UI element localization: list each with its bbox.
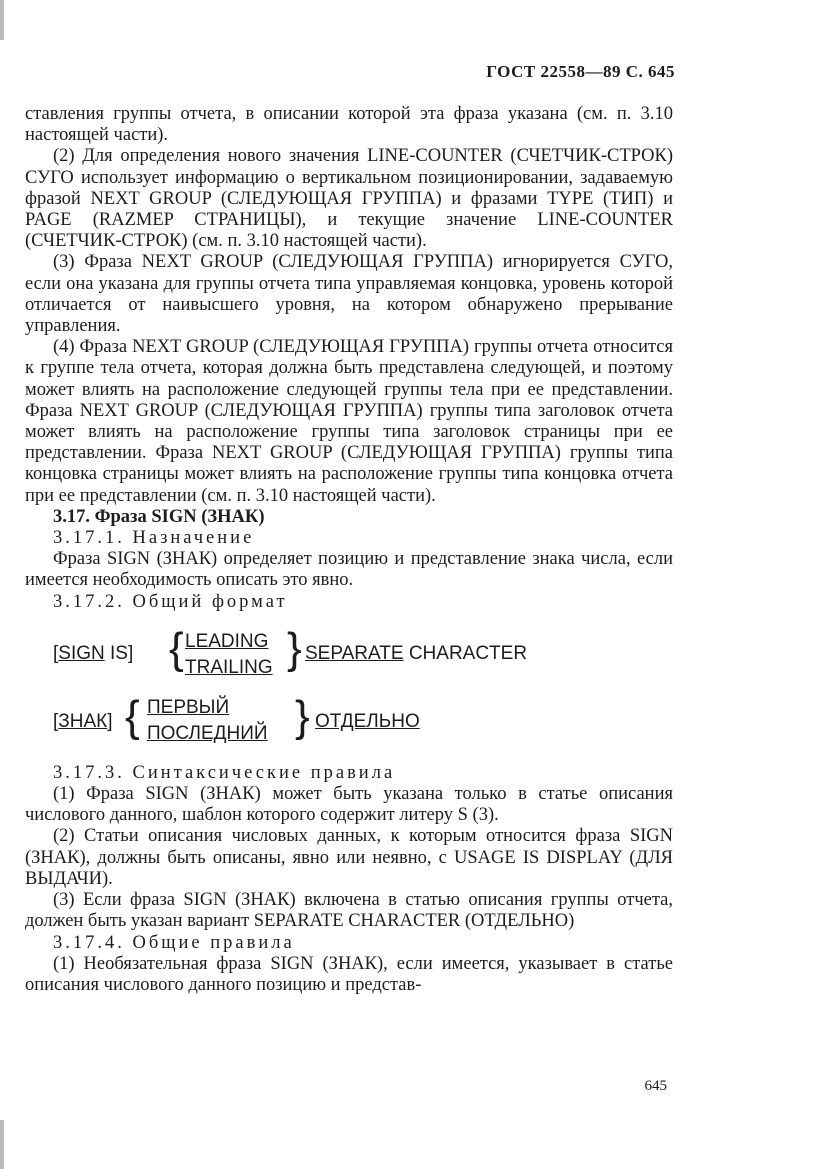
section-title: Фраза SIGN (ЗНАК) <box>94 506 265 527</box>
format-en-leading: LEADING <box>185 630 269 652</box>
syntax-rule-2: (2) Статьи описания числовых данных, к которым относится фраза SIGN (ЗНАК), должны быть описаны, явно или неявно, с USAGE IS DISPLAY (ДЛЯ ВЫДАЧИ). <box>25 826 673 889</box>
format-en-trailing: TRAILING <box>185 656 273 678</box>
general-format <box>25 613 673 763</box>
syntax-rule-3: (3) Если фраза SIGN (ЗНАК) включена в статью описания группы отчета, должен быть указан вариант SEPARATE CHARACTER (ОТДЕЛЬНО) <box>25 890 673 932</box>
format-ru-sign: [ЗНАК] <box>53 710 113 732</box>
general-heading: 3.17.4. Общие правила <box>53 932 295 953</box>
scan-edge-mark <box>0 0 4 40</box>
paragraph-item-3: (3) Фраза NEXT GROUP (СЛЕДУЮЩАЯ ГРУППА) игнорируется СУГО, если она указана для группы отчета типа управляемая концовка, уровень которой отличается от наивысшего уровня, на котором обнаружено прерывание управления. <box>25 252 673 337</box>
format-ru-first: ПЕРВЫЙ <box>147 696 230 718</box>
general-rule-1: (1) Необязательная фраза SIGN (ЗНАК), если имеется, указывает в статье описания числового данного позицию и представ- <box>25 953 673 995</box>
purpose-heading: 3.17.1. Назначение <box>53 528 255 549</box>
page-body <box>25 104 673 996</box>
left-brace-ru: { <box>125 691 140 741</box>
paragraph-item-4: (4) Фраза NEXT GROUP (СЛЕДУЮЩАЯ ГРУППА) группы отчета относится к группе тела отчета, которая должна быть представлена следующей, и поэтому может влиять на расположение следующей группы тела при ее представлении. Фраза NEXT GROUP (СЛЕДУЮЩАЯ ГРУППА) группы типа заголовок отчета может влиять на расположение группы типа заголовок страницы при ее представлении. Фраза NEXT GROUP (СЛЕДУЮЩАЯ ГРУППА) группы типа концовка страницы может влиять на расположение группы типа концовка отчета при ее представлении (см. п. 3.10 настоящей части). <box>25 337 673 506</box>
format-heading: 3.17.2. Общий формат <box>53 591 288 612</box>
format-ru-separate: ОТДЕЛЬНО <box>315 710 420 732</box>
format-en-sign: [SIGN IS] <box>53 642 134 664</box>
syntax-heading: 3.17.3. Синтаксические правила <box>53 762 396 783</box>
purpose-text: Фраза SIGN (ЗНАК) определяет позицию и представление знака числа, если имеется необходимость описать это явно. <box>25 549 673 591</box>
right-brace-en: } <box>287 623 302 673</box>
page-number: 645 <box>644 1078 667 1094</box>
paragraph-continuation: ставления группы отчета, в описании которой эта фраза указана (см. п. 3.10 настоящей части). <box>25 104 673 146</box>
right-brace-ru: } <box>295 691 310 741</box>
paragraph-item-2: (2) Для определения нового значения LINE-COUNTER (СЧЕТЧИК-СТРОК) СУГО использует информацию о вертикальном позиционировании, задаваемую фразой NEXT GROUP (СЛЕДУЮЩАЯ ГРУППА) и фразами TYPE (ТИП) и PAGE (RAZMEP СТРАНИЦЫ), и текущие значение LINE-COUNTER (СЧЕТЧИК-СТРОК) (см. п. 3.10 настоящей части). <box>25 146 673 252</box>
scan-edge-mark-bottom <box>0 1120 4 1169</box>
section-number: 3.17. <box>53 506 90 527</box>
running-header: ГОСТ 22558—89 С. 645 <box>486 62 675 81</box>
section-heading <box>25 507 673 528</box>
format-en-separate: SEPARATE CHARACTER <box>305 642 528 664</box>
syntax-rule-1: (1) Фраза SIGN (ЗНАК) может быть указана только в статье описания числового данного, шаблон которого содержит литеру S (3). <box>25 784 673 826</box>
format-ru-last: ПОСЛЕДНИЙ <box>147 722 268 744</box>
left-brace-en: { <box>169 623 184 673</box>
